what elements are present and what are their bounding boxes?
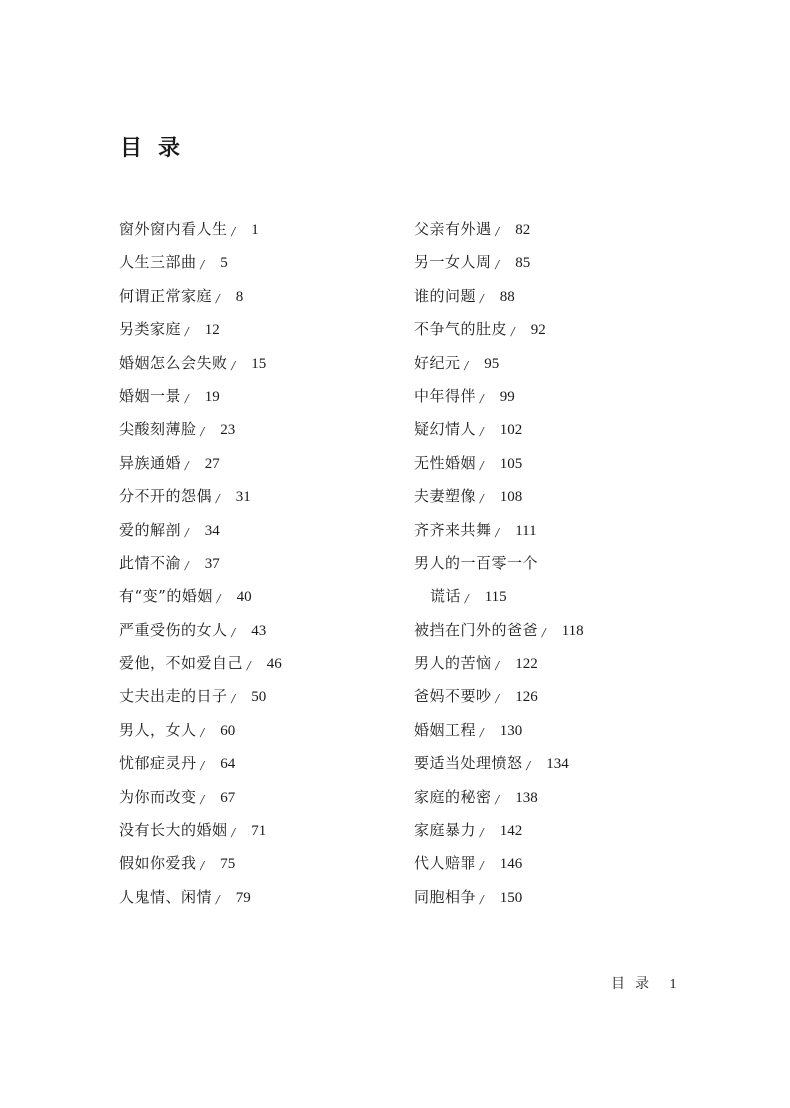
toc-entry-title: 为你而改变 [119,787,197,806]
toc-entry-separator: / [480,859,484,873]
toc-entry-page-number: 1 [251,222,259,238]
toc-entry-title: 爱他，不如爱自己 [119,654,244,673]
toc-entry-page-number: 88 [499,288,515,305]
toc-entry-title: 被挡在门外的爸爸 [414,620,539,639]
toc-entry-title: 爸妈不要吵 [414,687,492,706]
toc-entry-title: 男人的一百零一个 [414,553,539,572]
toc-entry-separator: / [216,892,220,906]
toc-entry-page-number: 102 [499,422,523,439]
toc-entry-page-number: 60 [220,722,236,739]
toc-entry [414,217,584,250]
toc-entry [119,751,282,784]
page-title: 目录 [120,135,197,161]
toc-entry [414,250,584,283]
toc-entry [119,684,282,717]
toc-entry-separator: / [231,358,236,372]
toc-entry-page-number: 99 [499,388,515,405]
toc-entry-page-number: 23 [220,422,236,439]
toc-entry-title: 尖酸刻薄脸 [119,420,197,439]
toc-entry-page-number: 79 [235,889,251,906]
toc-entry-separator: / [200,258,205,272]
toc-entry-title: 严重受伤的女人 [119,620,228,639]
toc-entry-title: 此情不渝 [119,553,182,572]
toc-entry-page-number: 108 [499,489,523,506]
toc-entry-page-number: 12 [204,322,220,339]
toc-entry-separator: / [231,625,236,639]
toc-entry [414,551,584,584]
page-footer [611,973,676,993]
toc-entry-page-number: 64 [220,756,236,773]
toc-entry-page-number: 150 [499,889,523,906]
toc-entry [414,651,584,684]
toc-entry-page-number: 105 [499,455,523,472]
toc-entry-page-number: 50 [251,689,267,706]
toc-entry [119,217,282,250]
toc-entry [414,451,584,484]
toc-entry-separator: / [495,792,500,806]
toc-entry-page-number: 71 [251,823,267,840]
toc-entry-separator: / [185,525,189,539]
toc-entry-page-number: 34 [204,522,220,539]
toc-entry-title: 没有长大的婚姻 [119,821,228,840]
toc-entry [119,785,282,818]
toc-entry [414,785,584,818]
toc-entry-page-number: 122 [515,656,538,673]
toc-entry-title: 疑幻情人 [414,420,477,439]
toc-entry-page-number: 27 [204,455,220,472]
toc-entry-page-number: 146 [499,856,523,873]
toc-entry-title: 无性婚姻 [414,453,477,472]
toc-entry-page-number: 19 [204,388,220,405]
toc-entry-title: 同胞相争 [414,887,477,906]
toc-entry-title: 忧郁症灵丹 [119,754,197,773]
toc-entry-separator: / [495,525,500,539]
toc-entry-title: 夫妻塑像 [414,487,477,506]
toc-entry-separator: / [542,625,546,639]
toc-entry-separator: / [464,358,469,372]
toc-entry-separator: / [511,325,515,339]
toc-entry [119,384,282,417]
toc-entry-page-number: 46 [266,656,282,673]
toc-entry-separator: / [216,492,220,506]
toc-entry-separator: / [200,859,205,873]
toc-entry [414,518,584,551]
toc-entry-page-number: 85 [515,255,531,272]
toc-entry [119,718,282,751]
toc-entry-title: 婚姻怎么会失败 [119,353,228,372]
toc-entry-separator: / [465,592,469,606]
toc-entry-title: 婚姻一景 [119,386,182,405]
toc-entry-page-number: 126 [515,689,538,706]
toc-entry-page-number: 95 [484,355,500,372]
toc-entry [119,551,282,584]
toc-entry [119,351,282,384]
toc-entry-page-number: 75 [220,856,236,873]
toc-entry [119,451,282,484]
toc-entry-page-number: 115 [484,589,507,606]
toc-entry-separator: / [216,291,220,305]
toc-entry [414,317,584,350]
footer-page-number: 1 [669,977,677,992]
toc-entry-separator: / [480,391,484,405]
toc-entry-separator: / [495,225,500,238]
toc-entry [414,818,584,851]
toc-entry [119,250,282,283]
toc-entry-separator: / [200,759,205,773]
toc-entry-separator: / [200,425,205,439]
toc-entry-title: 谁的问题 [414,286,477,305]
toc-entry-separator: / [185,391,189,405]
toc-entry [119,651,282,684]
toc-entry-title: 窗外窗内看人生 [119,220,228,238]
footer-label: 目录 [611,976,659,992]
toc-entry-page-number: 134 [546,756,569,773]
toc-entry-separator: / [495,659,500,673]
toc-entry-separator: / [480,725,484,739]
toc-entry-title: 爱的解剖 [119,520,182,539]
toc-entry-title: 不争气的肚皮 [414,320,508,339]
toc-entry-title: 婚姻工程 [414,720,477,739]
toc-entry-separator: / [480,425,484,439]
toc-entry [119,584,282,617]
toc-entry-separator: / [200,725,205,739]
toc-entry-separator: / [216,592,221,606]
toc-entry-separator: / [200,792,205,806]
toc-right-column [414,217,584,918]
toc-entry-page-number: 92 [530,322,546,339]
toc-entry-title: 家庭暴力 [414,821,477,840]
toc-entry [119,851,282,884]
toc-entry-title: 父亲有外遇 [414,220,492,238]
toc-entry-title: 异族通婚 [119,453,182,472]
toc-entry [119,484,282,517]
toc-entry-page-number: 37 [204,555,220,572]
toc-entry [414,885,584,918]
toc-left-column [119,217,282,918]
toc-entry [414,584,584,617]
toc-entry-page-number: 118 [561,622,584,639]
toc-entry [414,351,584,384]
toc-entry-page-number: 111 [515,522,537,539]
toc-entry-separator: / [480,826,484,840]
toc-entry-page-number: 67 [220,789,236,806]
toc-entry [414,284,584,317]
toc-entry-title: 假如你爱我 [119,854,197,873]
toc-entry-title: 家庭的秘密 [414,787,492,806]
toc-entry-title: 人鬼情、闲情 [119,887,213,906]
toc-entry [414,718,584,751]
toc-entry-title: 另一女人周 [414,253,492,272]
toc-entry-title: 男人的苦恼 [414,654,492,673]
toc-entry-title: 男人，女人 [119,720,197,739]
toc-entry [119,618,282,651]
toc-entry-separator: / [231,826,236,840]
toc-entry [414,484,584,517]
toc-entry [119,284,282,317]
toc-entry [414,851,584,884]
toc-entry-title: 有“变”的婚姻 [119,587,213,606]
toc-entry-page-number: 82 [515,222,531,238]
toc-entry [119,885,282,918]
toc-entry-separator: / [480,892,484,906]
toc-entry [414,684,584,717]
toc-entry [119,317,282,350]
toc-entry-title: 好纪元 [414,353,461,372]
toc-entry-separator: / [480,458,484,472]
toc-entry-title: 人生三部曲 [119,253,197,272]
toc-entry-separator: / [185,325,189,339]
toc-entry [414,417,584,450]
toc-entry [414,751,584,784]
toc-entry-separator: / [247,659,251,673]
toc-entry-title: 中年得伴 [414,386,477,405]
toc-entry-page-number: 8 [235,288,244,305]
toc-entry-separator: / [526,759,531,773]
toc-entry-page-number: 5 [220,255,228,272]
toc-entry [414,384,584,417]
toc-entry-title: 何谓正常家庭 [119,286,213,305]
toc-entry-separator: / [185,558,189,572]
toc-entry-page-number: 15 [251,355,267,372]
toc-entry-page-number: 138 [515,789,538,806]
toc-entry [119,818,282,851]
toc-entry-title: 分不开的怨偶 [119,487,213,506]
toc-entry-separator: / [231,225,236,238]
toc-entry-page-number: 40 [236,589,252,606]
toc-entry-page-number: 130 [499,722,523,739]
toc-entry-title: 丈夫出走的日子 [119,687,228,706]
toc-entry-title: 齐齐来共舞 [414,520,492,539]
toc-entry [414,618,584,651]
toc-entry-title: 另类家庭 [119,320,182,339]
toc-entry-title: 谎话 [430,587,462,606]
toc-entry-separator: / [495,258,500,272]
toc-entry-title: 代人赔罪 [414,854,477,873]
toc-entry-separator: / [480,291,484,305]
toc-entry-separator: / [495,692,500,706]
toc-entry-separator: / [231,692,236,706]
toc-entry-separator: / [185,458,189,472]
toc-entry-title: 要适当处理愤怒 [414,754,523,773]
toc-entry-separator: / [480,492,484,506]
toc-entry [119,518,282,551]
toc-entry-page-number: 142 [499,823,523,840]
toc-entry-page-number: 31 [235,489,251,506]
toc-entry [119,417,282,450]
toc-entry-page-number: 43 [251,622,267,639]
